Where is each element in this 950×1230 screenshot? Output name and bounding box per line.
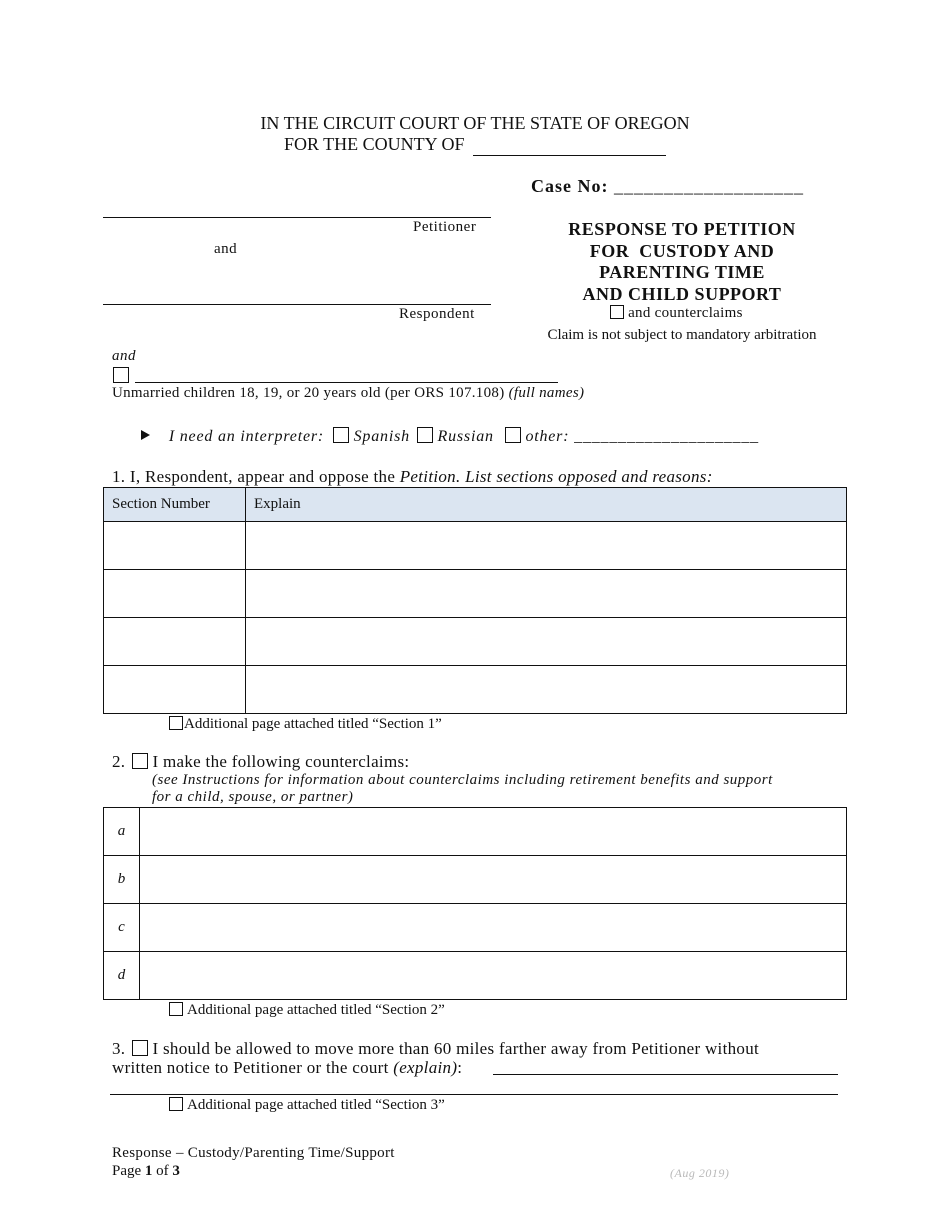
counterclaims-checkbox[interactable]: [610, 305, 624, 319]
table-row: [104, 618, 847, 666]
section2-number: 2.: [112, 752, 126, 771]
russian-checkbox[interactable]: [417, 427, 433, 443]
section1-attached: [169, 716, 442, 733]
explain-cell[interactable]: [246, 618, 847, 666]
court-line-2: [0, 134, 950, 156]
court-line-1: IN THE CIRCUIT COURT OF THE STATE OF OREGON: [260, 113, 690, 133]
arbitration-note: Claim is not subject to mandatory arbitration: [547, 327, 817, 343]
col-explain: Explain: [246, 488, 847, 522]
counterclaim-label: a: [104, 808, 140, 856]
title-line-1: RESPONSE TO PETITION: [568, 219, 796, 239]
explain-line-2[interactable]: [110, 1094, 838, 1095]
interpreter-row: [141, 427, 759, 446]
section-number-cell[interactable]: [104, 522, 246, 570]
section3-heading: [112, 1039, 759, 1059]
title-line-2: FOR CUSTODY AND: [589, 240, 775, 261]
table-row: [104, 904, 847, 952]
county-field[interactable]: [473, 134, 666, 156]
section3-text-line2: written notice to Petitioner or the court: [112, 1058, 389, 1077]
respondent-label: Respondent: [399, 306, 475, 322]
page-current: 1: [144, 1163, 153, 1179]
counterclaim-label: b: [104, 856, 140, 904]
counterclaim-cell[interactable]: [140, 808, 847, 856]
section1-instruction: . List sections opposed and reasons:: [455, 467, 713, 486]
section3-attached: [169, 1097, 445, 1114]
counterclaims-option: [610, 305, 743, 322]
table-row: [104, 952, 847, 1000]
counterclaims-table: [103, 807, 847, 1000]
page-prefix: Page: [112, 1163, 142, 1179]
spanish-checkbox[interactable]: [333, 427, 349, 443]
respondent-line[interactable]: [103, 304, 491, 305]
children-label: [112, 385, 584, 402]
and-label-2: and: [112, 348, 136, 364]
counterclaims-label: and counterclaims: [628, 305, 743, 321]
explain-cell[interactable]: [246, 666, 847, 714]
section3-text-line1: I should be allowed to move more than 60 miles farther away from Petitioner without: [152, 1039, 760, 1058]
russian-label: Russian: [437, 428, 494, 445]
document-title: [532, 219, 832, 305]
section-number-cell[interactable]: [104, 666, 246, 714]
table-row: [104, 522, 847, 570]
explain-line-1[interactable]: [493, 1074, 838, 1075]
section2-instruction: [152, 772, 773, 806]
opposed-sections-table: [103, 487, 847, 714]
petitioner-line[interactable]: [103, 217, 491, 218]
section1-heading: [112, 467, 713, 487]
revision-date: (Aug 2019): [670, 1166, 730, 1180]
page-total: 3: [172, 1163, 180, 1179]
interpreter-label: I need an interpreter:: [168, 428, 324, 445]
and-label: and: [214, 241, 238, 257]
section1-number: 1.: [112, 467, 126, 486]
table-row: [104, 856, 847, 904]
section-number-cell[interactable]: [104, 570, 246, 618]
page-of: of: [156, 1163, 169, 1179]
other-label: other:: [525, 428, 570, 445]
counterclaim-label: d: [104, 952, 140, 1000]
section2-instruction-line1: (see Instructions for information about counterclaims including retirement benefits and support: [152, 772, 773, 788]
spanish-label: Spanish: [353, 428, 410, 445]
section3-number: 3.: [112, 1039, 126, 1058]
case-number: [531, 176, 804, 197]
section2-attached-label: Additional page attached titled “Section 2”: [187, 1002, 445, 1018]
children-label-text: Unmarried children 18, 19, or 20 years old (per ORS 107.108): [112, 385, 505, 401]
section1-text: I, Respondent, appear and oppose the: [129, 467, 396, 486]
case-number-label: Case No:: [531, 176, 609, 196]
table-row: [104, 570, 847, 618]
counterclaim-label: c: [104, 904, 140, 952]
section2-attached-checkbox[interactable]: [169, 1002, 183, 1016]
children-names-line[interactable]: [135, 382, 558, 383]
section2-instruction-line2: for a child, spouse, or partner): [152, 789, 354, 805]
section-number-cell[interactable]: [104, 618, 246, 666]
explain-colon: :: [457, 1058, 463, 1077]
counterclaims-section-checkbox[interactable]: [132, 753, 148, 769]
section1-attached-checkbox[interactable]: [169, 716, 183, 730]
section2-attached: [169, 1002, 445, 1019]
title-line-3: PARENTING TIME: [599, 262, 765, 282]
section1-attached-label: Additional page attached titled “Section 1”: [184, 716, 442, 732]
other-checkbox[interactable]: [505, 427, 521, 443]
petitioner-label: Petitioner: [413, 219, 477, 235]
table-row: [104, 666, 847, 714]
section2-text: I make the following counterclaims:: [152, 752, 410, 771]
section2-heading: [112, 752, 409, 772]
footer-form-name: Response – Custody/Parenting Time/Support: [112, 1145, 395, 1161]
counterclaim-cell[interactable]: [140, 856, 847, 904]
other-field[interactable]: _____________________: [574, 428, 759, 445]
explain-word: (explain): [393, 1058, 458, 1077]
children-note: (full names): [508, 385, 585, 401]
section3-line2: [112, 1058, 462, 1078]
petition-word: Petition: [399, 467, 456, 486]
table-row: [104, 808, 847, 856]
explain-cell[interactable]: [246, 522, 847, 570]
explain-cell[interactable]: [246, 570, 847, 618]
case-number-field[interactable]: ___________________: [614, 176, 804, 196]
counterclaim-cell[interactable]: [140, 904, 847, 952]
relocation-checkbox[interactable]: [132, 1040, 148, 1056]
table-header-row: [104, 488, 847, 522]
col-section-number: Section Number: [104, 488, 246, 522]
title-line-4: AND CHILD SUPPORT: [582, 283, 782, 304]
court-header: [0, 113, 950, 156]
arrow-bullet-icon: [141, 430, 150, 440]
county-label: FOR THE COUNTY OF: [283, 134, 465, 154]
footer-page-number: [112, 1163, 180, 1180]
counterclaim-cell[interactable]: [140, 952, 847, 1000]
children-checkbox[interactable]: [113, 367, 129, 383]
section3-attached-label: Additional page attached titled “Section 3”: [187, 1097, 445, 1113]
section3-attached-checkbox[interactable]: [169, 1097, 183, 1111]
